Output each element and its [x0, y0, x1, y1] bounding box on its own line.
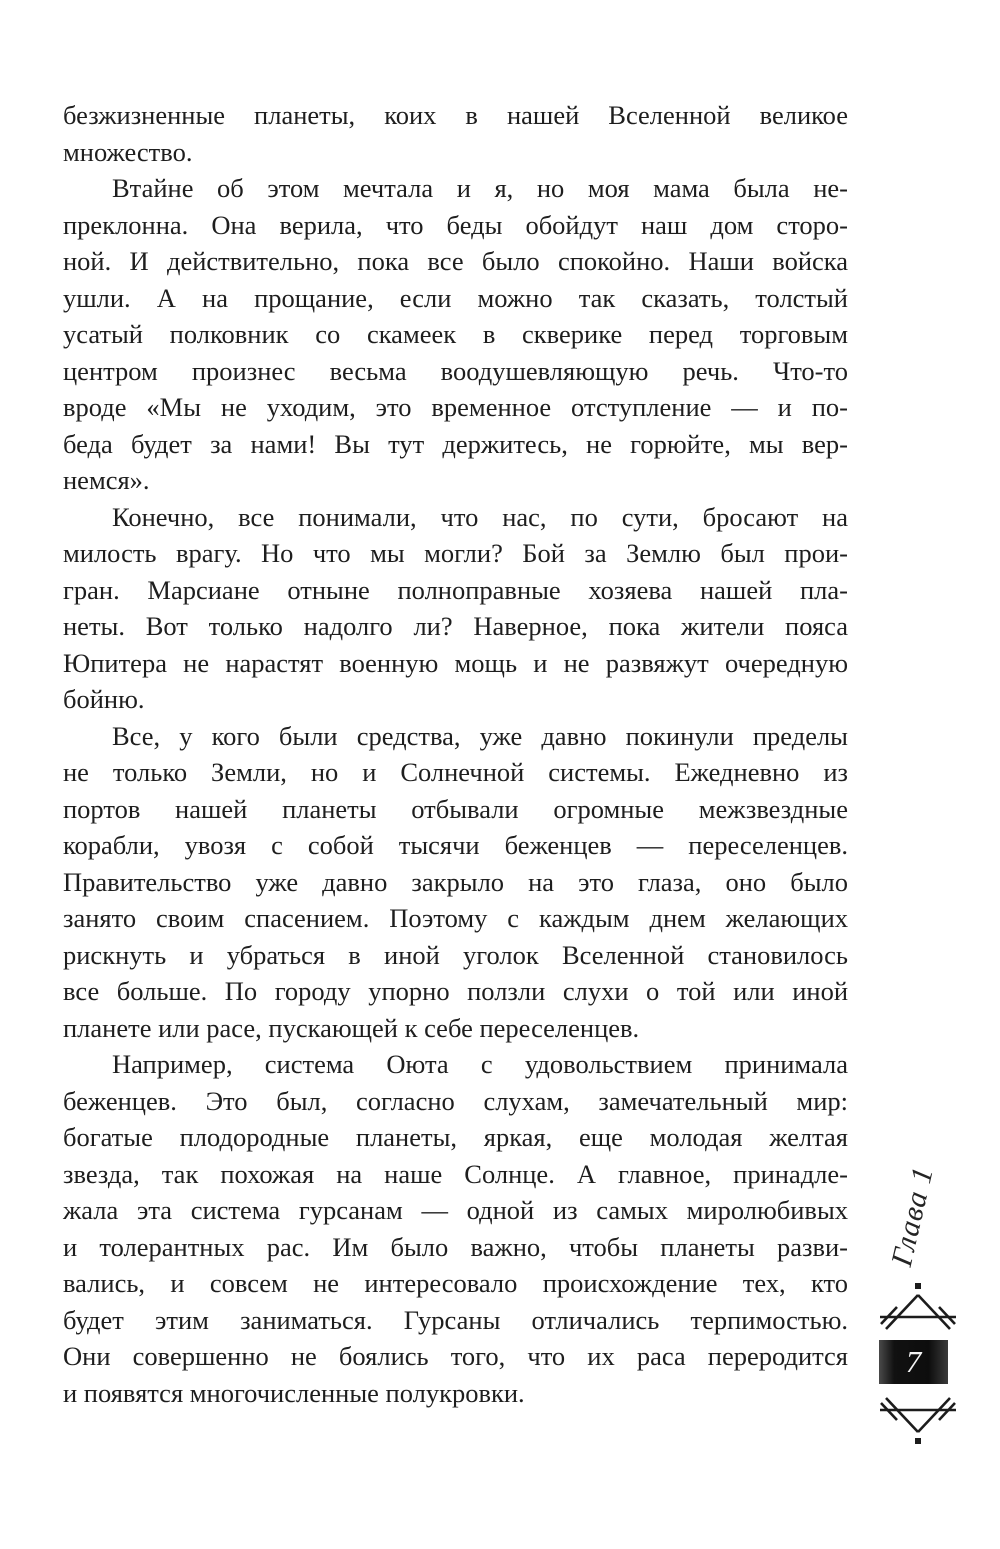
text-line: вались, и совсем не интересовало происхождение тех, кто	[63, 1268, 848, 1298]
text-line: неты. Вот только надолго ли? Наверное, пока жители пояса	[63, 611, 848, 641]
text-line: преклонна. Она верила, что беды обойдут наш дом сторо-	[63, 209, 848, 240]
text-line: Конечно, все понимали, что нас, по сути, бросают на	[112, 501, 848, 532]
text-line: беженцев. Это был, согласно слухам, замечательный мир:	[63, 1085, 848, 1116]
text-line: Юпитера не нарастят военную мощь и не развяжут очередную	[63, 647, 848, 678]
ornament-up-icon	[880, 1283, 956, 1330]
text-line: будет этим заниматься. Гурсаны отличались терпимостью.	[63, 1304, 848, 1335]
text-line: звезда, так похожая на наше Солнце. А главное, принадле-	[63, 1158, 848, 1189]
text-line: Правительство уже давно закрыло на это глаза, оно было	[63, 866, 848, 897]
text-line: и появятся многочисленные полукровки.	[63, 1377, 525, 1408]
ornament-down-icon	[880, 1397, 956, 1444]
page-number: 7	[905, 1343, 922, 1379]
text-line: гран. Марсиане отныне полноправные хозяева нашей пла-	[63, 574, 848, 605]
text-line: рискнуть и убраться в иной уголок Вселенной становилось	[63, 939, 848, 970]
chapter-label: Глава 1	[884, 1163, 940, 1270]
text-line: вроде «Мы не уходим, это временное отступление — и по-	[63, 392, 848, 422]
text-line: ной. И действительно, пока все было спокойно. Наши войска	[63, 246, 848, 276]
text-line: милость врагу. Но что мы могли? Бой за Землю был прои-	[63, 538, 848, 568]
text-line: ушли. А на прощание, если можно так сказать, толстый	[63, 282, 848, 313]
text-line: Все, у кого были средства, уже давно покинули пределы	[112, 720, 848, 751]
text-line: беда будет за нами! Вы тут держитесь, не горюйте, мы вер-	[63, 428, 848, 459]
text-line: жала эта система гурсанам — одной из самых миролюбивых	[63, 1195, 848, 1225]
text-block	[63, 97, 848, 1411]
text-line: не только Земли, но и Солнечной системы. Ежедневно из	[63, 757, 848, 787]
text-line: и толерантных рас. Им было важно, чтобы планеты разви-	[63, 1231, 848, 1262]
text-line: центром произнес весьма воодушевляющую речь. Что-то	[63, 355, 848, 386]
text-line: Они совершенно не боялись того, что их раса переродится	[63, 1341, 848, 1371]
text-line: бойню.	[63, 684, 145, 714]
text-line: планете или расе, пускающей к себе переселенцев.	[63, 1012, 640, 1043]
text-line: корабли, увозя с собой тысячи беженцев — переселенцев.	[63, 830, 848, 860]
text-line: богатые плодородные планеты, яркая, еще молодая желтая	[63, 1122, 848, 1152]
text-line: все больше. По городу упорно ползли слухи о той или иной	[63, 976, 848, 1006]
text-line: портов нашей планеты отбывали огромные межзвездные	[63, 793, 848, 824]
text-line: множество.	[63, 136, 193, 167]
page-number-box	[879, 1340, 948, 1384]
text-line: немся».	[63, 465, 150, 495]
text-line: усатый полковник со скамеек в скверике перед торговым	[63, 319, 848, 349]
text-line: безжизненные планеты, коих в нашей Вселенной великое	[63, 100, 848, 130]
text-line: Например, система Оюта с удовольствием принимала	[112, 1049, 848, 1079]
text-line: Втайне об этом мечтала и я, но моя мама была не-	[112, 173, 848, 203]
text-line: занято своим спасением. Поэтому с каждым днем желающих	[63, 903, 848, 933]
